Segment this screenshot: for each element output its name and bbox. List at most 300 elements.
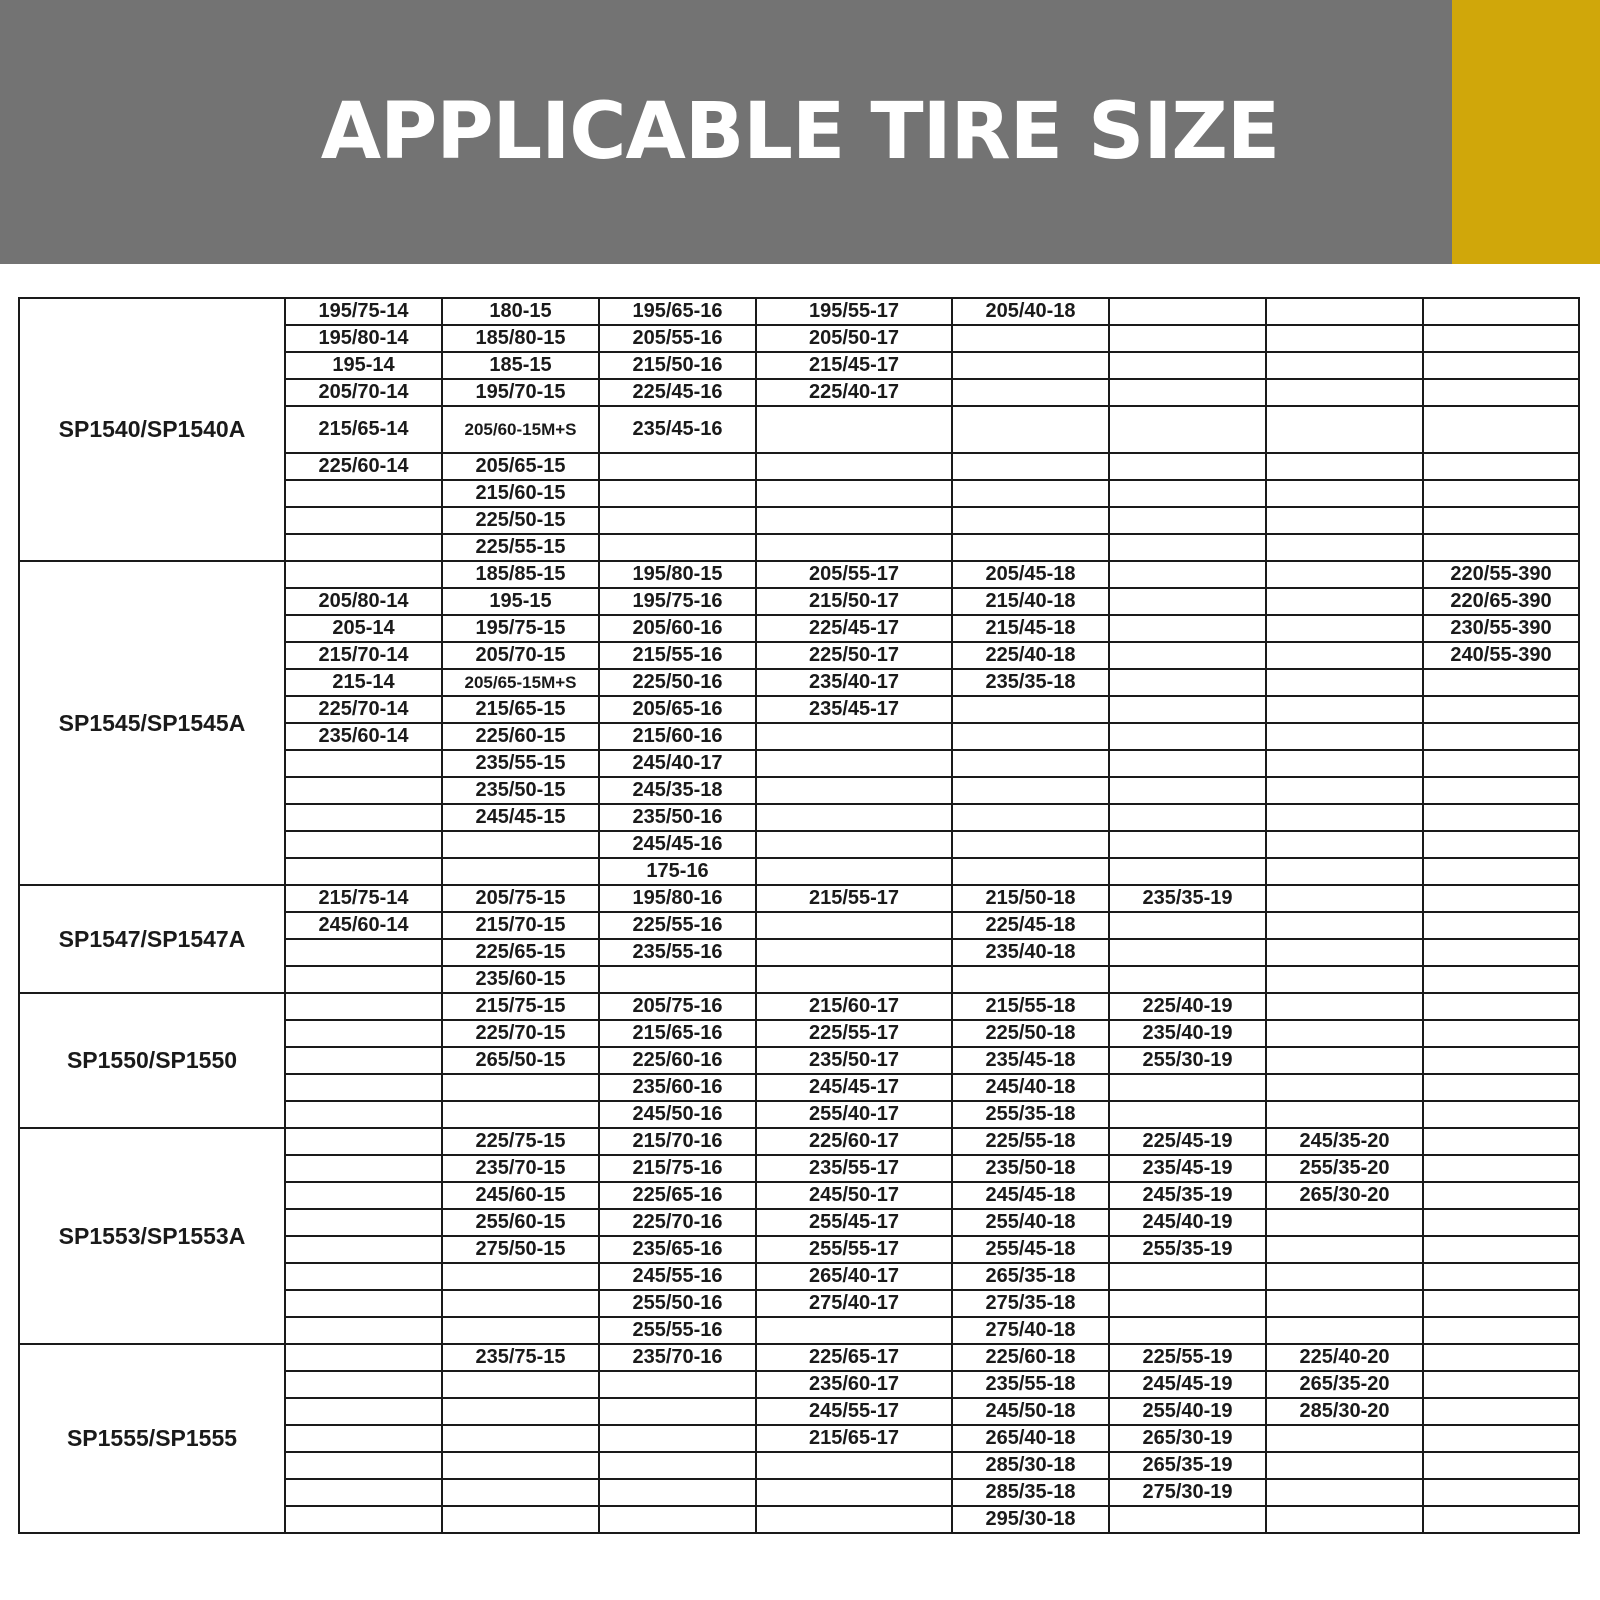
tire-size-cell bbox=[1423, 507, 1579, 534]
tire-size-cell: 215/75-16 bbox=[599, 1155, 756, 1182]
tire-size-cell bbox=[285, 1182, 442, 1209]
tire-size-cell: 220/65-390 bbox=[1423, 588, 1579, 615]
tire-size-cell: 235/60-17 bbox=[756, 1371, 952, 1398]
tire-size-cell: 255/35-19 bbox=[1109, 1236, 1266, 1263]
tire-size-cell: 275/30-19 bbox=[1109, 1479, 1266, 1506]
tire-size-cell bbox=[1266, 1047, 1423, 1074]
tire-size-cell bbox=[1266, 993, 1423, 1020]
tire-size-cell: 225/70-15 bbox=[442, 1020, 599, 1047]
tire-size-cell: 235/50-15 bbox=[442, 777, 599, 804]
tire-size-cell bbox=[1109, 379, 1266, 406]
tire-size-cell: 245/45-19 bbox=[1109, 1371, 1266, 1398]
table-row bbox=[19, 885, 1579, 912]
tire-size-cell: 205/50-17 bbox=[756, 325, 952, 352]
tire-size-cell bbox=[1423, 669, 1579, 696]
tire-size-cell bbox=[1109, 406, 1266, 453]
tire-size-cell bbox=[952, 379, 1109, 406]
tire-size-cell: 225/55-16 bbox=[599, 912, 756, 939]
tire-size-cell bbox=[1266, 966, 1423, 993]
tire-size-cell bbox=[285, 1344, 442, 1371]
tire-size-cell bbox=[285, 1155, 442, 1182]
tire-size-cell bbox=[285, 1020, 442, 1047]
tire-size-cell: 265/35-18 bbox=[952, 1263, 1109, 1290]
tire-size-cell bbox=[599, 534, 756, 561]
tire-size-cell: 195/70-15 bbox=[442, 379, 599, 406]
tire-size-cell: 235/65-16 bbox=[599, 1236, 756, 1263]
tire-size-cell: 245/50-18 bbox=[952, 1398, 1109, 1425]
tire-size-cell: 265/30-19 bbox=[1109, 1425, 1266, 1452]
tire-size-cell: 225/65-16 bbox=[599, 1182, 756, 1209]
tire-size-cell bbox=[1423, 1425, 1579, 1452]
tire-size-cell bbox=[756, 912, 952, 939]
tire-size-cell: 225/70-14 bbox=[285, 696, 442, 723]
tire-size-cell: 245/35-18 bbox=[599, 777, 756, 804]
tire-size-cell bbox=[1423, 1506, 1579, 1533]
tire-size-cell bbox=[285, 966, 442, 993]
tire-size-cell bbox=[1423, 966, 1579, 993]
tire-size-cell bbox=[1109, 912, 1266, 939]
tire-size-cell: 255/55-16 bbox=[599, 1317, 756, 1344]
tire-size-cell bbox=[285, 1263, 442, 1290]
tire-size-cell: 215/65-15 bbox=[442, 696, 599, 723]
tire-size-cell bbox=[442, 1506, 599, 1533]
tire-size-cell bbox=[1266, 1425, 1423, 1452]
tire-size-cell bbox=[1109, 1290, 1266, 1317]
tire-size-cell bbox=[442, 831, 599, 858]
table-row bbox=[19, 1128, 1579, 1155]
tire-size-cell: 245/45-16 bbox=[599, 831, 756, 858]
tire-size-table-container bbox=[18, 297, 1578, 1534]
tire-size-cell: 215/55-16 bbox=[599, 642, 756, 669]
tire-size-cell bbox=[1109, 480, 1266, 507]
tire-size-cell: 205/65-15 bbox=[442, 453, 599, 480]
tire-size-cell bbox=[1266, 1101, 1423, 1128]
tire-size-cell: 265/50-15 bbox=[442, 1047, 599, 1074]
tire-size-cell: 255/35-20 bbox=[1266, 1155, 1423, 1182]
tire-size-cell bbox=[285, 1290, 442, 1317]
tire-size-cell: 225/45-17 bbox=[756, 615, 952, 642]
tire-size-cell: 195-14 bbox=[285, 352, 442, 379]
tire-size-cell bbox=[1109, 669, 1266, 696]
tire-size-cell bbox=[285, 993, 442, 1020]
tire-size-cell bbox=[1423, 1344, 1579, 1371]
tire-size-cell bbox=[1109, 615, 1266, 642]
tire-size-cell: 215/60-17 bbox=[756, 993, 952, 1020]
tire-size-cell bbox=[285, 561, 442, 588]
tire-size-cell: 225/50-16 bbox=[599, 669, 756, 696]
tire-size-cell: 215/50-18 bbox=[952, 885, 1109, 912]
table-row bbox=[19, 1344, 1579, 1371]
tire-size-cell bbox=[285, 534, 442, 561]
tire-size-cell bbox=[952, 507, 1109, 534]
tire-size-cell bbox=[952, 804, 1109, 831]
page-title: APPLICABLE TIRE SIZE bbox=[320, 87, 1280, 177]
tire-size-cell bbox=[1109, 1101, 1266, 1128]
tire-size-cell: 255/40-18 bbox=[952, 1209, 1109, 1236]
tire-size-cell: 255/55-17 bbox=[756, 1236, 952, 1263]
tire-size-cell: 235/50-16 bbox=[599, 804, 756, 831]
tire-size-cell: 195-15 bbox=[442, 588, 599, 615]
tire-size-cell: 225/55-17 bbox=[756, 1020, 952, 1047]
tire-size-cell bbox=[442, 1452, 599, 1479]
tire-size-cell bbox=[1423, 1236, 1579, 1263]
tire-size-cell: 235/70-15 bbox=[442, 1155, 599, 1182]
model-cell: SP1545/SP1545A bbox=[19, 561, 285, 885]
tire-size-cell: 235/45-17 bbox=[756, 696, 952, 723]
tire-size-cell bbox=[1423, 750, 1579, 777]
tire-size-cell bbox=[1266, 912, 1423, 939]
tire-size-cell: 215/60-16 bbox=[599, 723, 756, 750]
header-banner bbox=[0, 0, 1600, 264]
tire-size-cell: 275/40-17 bbox=[756, 1290, 952, 1317]
tire-size-cell bbox=[1266, 1290, 1423, 1317]
tire-size-cell: 235/60-14 bbox=[285, 723, 442, 750]
tire-size-cell: 245/35-20 bbox=[1266, 1128, 1423, 1155]
tire-size-cell bbox=[599, 1452, 756, 1479]
tire-size-cell bbox=[1109, 831, 1266, 858]
tire-size-cell bbox=[442, 1371, 599, 1398]
tire-size-cell: 225/45-19 bbox=[1109, 1128, 1266, 1155]
tire-size-cell: 215/45-17 bbox=[756, 352, 952, 379]
tire-size-cell: 185/85-15 bbox=[442, 561, 599, 588]
tire-size-cell bbox=[1423, 831, 1579, 858]
tire-size-cell bbox=[285, 1425, 442, 1452]
tire-size-cell: 225/60-16 bbox=[599, 1047, 756, 1074]
tire-size-cell: 205/70-14 bbox=[285, 379, 442, 406]
tire-size-cell: 215/70-14 bbox=[285, 642, 442, 669]
tire-size-cell: 275/40-18 bbox=[952, 1317, 1109, 1344]
tire-size-cell bbox=[1266, 1236, 1423, 1263]
tire-size-cell bbox=[952, 325, 1109, 352]
tire-size-cell bbox=[285, 939, 442, 966]
tire-size-cell: 205/75-15 bbox=[442, 885, 599, 912]
tire-size-cell bbox=[285, 1317, 442, 1344]
tire-size-cell: 215/75-15 bbox=[442, 993, 599, 1020]
tire-size-cell: 195/75-15 bbox=[442, 615, 599, 642]
tire-size-cell bbox=[1423, 858, 1579, 885]
tire-size-cell bbox=[285, 804, 442, 831]
tire-size-cell: 235/55-15 bbox=[442, 750, 599, 777]
tire-size-cell bbox=[1109, 939, 1266, 966]
tire-size-cell bbox=[1423, 379, 1579, 406]
tire-size-cell: 175-16 bbox=[599, 858, 756, 885]
tire-size-cell bbox=[1423, 912, 1579, 939]
tire-size-cell: 245/40-19 bbox=[1109, 1209, 1266, 1236]
tire-size-cell bbox=[1109, 588, 1266, 615]
tire-size-cell bbox=[952, 406, 1109, 453]
tire-size-cell bbox=[442, 1290, 599, 1317]
tire-size-cell bbox=[1423, 939, 1579, 966]
tire-size-cell bbox=[285, 1128, 442, 1155]
tire-size-cell bbox=[756, 966, 952, 993]
tire-size-cell bbox=[1109, 966, 1266, 993]
tire-size-cell bbox=[952, 858, 1109, 885]
model-cell: SP1555/SP1555 bbox=[19, 1344, 285, 1533]
tire-size-cell: 205/65-15M+S bbox=[442, 669, 599, 696]
tire-size-cell: 230/55-390 bbox=[1423, 615, 1579, 642]
tire-size-cell bbox=[1423, 406, 1579, 453]
tire-size-cell bbox=[442, 858, 599, 885]
tire-size-cell: 255/35-18 bbox=[952, 1101, 1109, 1128]
tire-size-cell bbox=[1266, 480, 1423, 507]
tire-size-cell: 235/40-17 bbox=[756, 669, 952, 696]
tire-size-cell: 255/40-17 bbox=[756, 1101, 952, 1128]
tire-size-cell bbox=[1423, 1452, 1579, 1479]
tire-size-cell bbox=[756, 480, 952, 507]
tire-size-cell: 225/45-18 bbox=[952, 912, 1109, 939]
tire-size-cell bbox=[599, 1371, 756, 1398]
tire-size-cell bbox=[1109, 1074, 1266, 1101]
tire-size-cell: 225/55-15 bbox=[442, 534, 599, 561]
tire-size-cell: 295/30-18 bbox=[952, 1506, 1109, 1533]
tire-size-cell: 285/30-20 bbox=[1266, 1398, 1423, 1425]
tire-size-cell: 245/45-15 bbox=[442, 804, 599, 831]
tire-size-cell: 225/60-15 bbox=[442, 723, 599, 750]
tire-size-cell bbox=[1423, 1398, 1579, 1425]
tire-size-cell bbox=[285, 831, 442, 858]
tire-size-cell bbox=[756, 453, 952, 480]
tire-size-cell bbox=[1266, 777, 1423, 804]
tire-size-cell bbox=[599, 453, 756, 480]
tire-size-cell bbox=[1423, 696, 1579, 723]
tire-size-cell bbox=[1423, 1128, 1579, 1155]
tire-size-cell: 245/55-16 bbox=[599, 1263, 756, 1290]
tire-size-cell bbox=[756, 777, 952, 804]
tire-size-cell: 195/65-16 bbox=[599, 298, 756, 325]
tire-size-cell: 225/40-18 bbox=[952, 642, 1109, 669]
tire-size-cell: 215/75-14 bbox=[285, 885, 442, 912]
tire-size-cell: 215/65-17 bbox=[756, 1425, 952, 1452]
tire-size-cell: 235/45-19 bbox=[1109, 1155, 1266, 1182]
tire-size-cell bbox=[442, 1317, 599, 1344]
tire-size-cell bbox=[952, 831, 1109, 858]
tire-size-cell: 245/35-19 bbox=[1109, 1182, 1266, 1209]
tire-size-cell: 225/45-16 bbox=[599, 379, 756, 406]
tire-size-cell: 235/55-16 bbox=[599, 939, 756, 966]
model-cell: SP1550/SP1550 bbox=[19, 993, 285, 1128]
tire-size-cell bbox=[1109, 534, 1266, 561]
tire-size-cell: 255/30-19 bbox=[1109, 1047, 1266, 1074]
tire-size-cell bbox=[952, 723, 1109, 750]
tire-size-cell: 245/40-18 bbox=[952, 1074, 1109, 1101]
tire-size-cell bbox=[1266, 1020, 1423, 1047]
tire-size-cell: 225/65-17 bbox=[756, 1344, 952, 1371]
tire-size-cell: 235/60-16 bbox=[599, 1074, 756, 1101]
tire-size-cell: 235/75-15 bbox=[442, 1344, 599, 1371]
tire-size-cell: 215/65-16 bbox=[599, 1020, 756, 1047]
tire-size-cell bbox=[756, 804, 952, 831]
tire-size-cell bbox=[1423, 993, 1579, 1020]
tire-size-cell: 225/75-15 bbox=[442, 1128, 599, 1155]
tire-size-cell: 205/55-16 bbox=[599, 325, 756, 352]
tire-size-cell bbox=[599, 1479, 756, 1506]
tire-size-cell: 180-15 bbox=[442, 298, 599, 325]
tire-size-cell bbox=[1423, 352, 1579, 379]
tire-size-cell: 235/55-18 bbox=[952, 1371, 1109, 1398]
tire-size-cell: 255/45-17 bbox=[756, 1209, 952, 1236]
tire-size-cell: 225/55-19 bbox=[1109, 1344, 1266, 1371]
tire-size-cell bbox=[1266, 642, 1423, 669]
tire-size-cell bbox=[1109, 325, 1266, 352]
tire-size-cell: 195/75-14 bbox=[285, 298, 442, 325]
tire-size-cell bbox=[1109, 352, 1266, 379]
tire-size-cell bbox=[1423, 1290, 1579, 1317]
tire-size-cell bbox=[285, 507, 442, 534]
tire-size-cell bbox=[952, 453, 1109, 480]
tire-size-cell: 235/45-16 bbox=[599, 406, 756, 453]
tire-size-cell: 235/50-18 bbox=[952, 1155, 1109, 1182]
tire-size-cell: 285/35-18 bbox=[952, 1479, 1109, 1506]
tire-size-cell bbox=[1423, 1209, 1579, 1236]
tire-size-cell bbox=[1423, 1263, 1579, 1290]
tire-size-cell bbox=[756, 723, 952, 750]
tire-size-cell bbox=[1423, 1317, 1579, 1344]
tire-size-cell bbox=[756, 534, 952, 561]
tire-size-cell bbox=[1266, 352, 1423, 379]
tire-size-cell: 215/65-14 bbox=[285, 406, 442, 453]
tire-size-cell: 235/35-18 bbox=[952, 669, 1109, 696]
tire-size-cell bbox=[285, 858, 442, 885]
tire-size-cell: 265/30-20 bbox=[1266, 1182, 1423, 1209]
tire-size-cell bbox=[1266, 939, 1423, 966]
tire-size-cell bbox=[756, 1506, 952, 1533]
tire-size-cell: 235/50-17 bbox=[756, 1047, 952, 1074]
tire-size-cell bbox=[1266, 669, 1423, 696]
tire-size-cell: 205/45-18 bbox=[952, 561, 1109, 588]
tire-size-cell: 235/60-15 bbox=[442, 966, 599, 993]
tire-size-cell bbox=[952, 750, 1109, 777]
tire-size-cell bbox=[1266, 1452, 1423, 1479]
tire-size-cell bbox=[1423, 1182, 1579, 1209]
tire-size-cell bbox=[1266, 696, 1423, 723]
tire-size-cell: 215/45-18 bbox=[952, 615, 1109, 642]
tire-size-cell bbox=[1109, 507, 1266, 534]
tire-size-cell bbox=[952, 966, 1109, 993]
tire-size-cell bbox=[285, 1506, 442, 1533]
tire-size-cell bbox=[1266, 615, 1423, 642]
tire-size-cell: 195/80-16 bbox=[599, 885, 756, 912]
tire-size-cell bbox=[756, 507, 952, 534]
tire-size-cell: 225/50-15 bbox=[442, 507, 599, 534]
tire-size-cell bbox=[756, 831, 952, 858]
tire-size-cell bbox=[756, 750, 952, 777]
tire-size-cell bbox=[1109, 642, 1266, 669]
tire-size-cell: 245/55-17 bbox=[756, 1398, 952, 1425]
tire-size-cell bbox=[952, 696, 1109, 723]
tire-size-cell bbox=[1266, 1317, 1423, 1344]
tire-size-cell bbox=[1266, 588, 1423, 615]
tire-size-cell bbox=[756, 1452, 952, 1479]
tire-size-cell bbox=[1266, 1209, 1423, 1236]
tire-size-cell: 205/80-14 bbox=[285, 588, 442, 615]
tire-size-cell: 205/75-16 bbox=[599, 993, 756, 1020]
tire-size-cell: 225/60-14 bbox=[285, 453, 442, 480]
tire-size-cell: 215/50-16 bbox=[599, 352, 756, 379]
tire-size-cell bbox=[1266, 298, 1423, 325]
tire-size-cell bbox=[599, 480, 756, 507]
tire-size-cell bbox=[599, 1425, 756, 1452]
tire-size-cell: 265/35-20 bbox=[1266, 1371, 1423, 1398]
tire-size-cell: 245/60-14 bbox=[285, 912, 442, 939]
tire-size-cell: 235/40-18 bbox=[952, 939, 1109, 966]
tire-size-cell bbox=[1423, 723, 1579, 750]
tire-size-cell: 195/55-17 bbox=[756, 298, 952, 325]
tire-size-cell: 225/55-18 bbox=[952, 1128, 1109, 1155]
tire-size-cell bbox=[442, 1263, 599, 1290]
tire-size-cell: 215/70-15 bbox=[442, 912, 599, 939]
tire-size-cell: 205-14 bbox=[285, 615, 442, 642]
tire-size-cell: 245/50-16 bbox=[599, 1101, 756, 1128]
tire-size-cell: 235/55-17 bbox=[756, 1155, 952, 1182]
tire-size-cell bbox=[285, 1398, 442, 1425]
tire-size-cell: 245/45-17 bbox=[756, 1074, 952, 1101]
tire-size-cell bbox=[1109, 1317, 1266, 1344]
tire-size-table bbox=[18, 297, 1580, 1534]
tire-size-cell bbox=[1423, 1479, 1579, 1506]
tire-size-cell: 205/60-15M+S bbox=[442, 406, 599, 453]
tire-size-cell bbox=[1423, 1047, 1579, 1074]
tire-size-cell bbox=[1423, 1020, 1579, 1047]
tire-size-cell bbox=[1423, 298, 1579, 325]
tire-size-cell bbox=[1266, 885, 1423, 912]
tire-size-cell: 225/40-17 bbox=[756, 379, 952, 406]
tire-size-cell bbox=[1266, 379, 1423, 406]
tire-size-cell: 215/50-17 bbox=[756, 588, 952, 615]
tire-size-cell: 205/70-15 bbox=[442, 642, 599, 669]
tire-size-cell: 265/40-17 bbox=[756, 1263, 952, 1290]
tire-size-cell bbox=[1109, 723, 1266, 750]
tire-size-cell bbox=[1109, 298, 1266, 325]
tire-size-cell: 215/70-16 bbox=[599, 1128, 756, 1155]
tire-size-cell: 220/55-390 bbox=[1423, 561, 1579, 588]
tire-size-cell: 205/60-16 bbox=[599, 615, 756, 642]
tire-size-cell bbox=[599, 966, 756, 993]
tire-size-cell bbox=[1266, 858, 1423, 885]
tire-size-cell bbox=[1423, 534, 1579, 561]
tire-size-cell bbox=[1423, 1101, 1579, 1128]
tire-size-cell: 195/75-16 bbox=[599, 588, 756, 615]
model-cell: SP1547/SP1547A bbox=[19, 885, 285, 993]
tire-size-cell bbox=[599, 1398, 756, 1425]
tire-size-cell: 265/40-18 bbox=[952, 1425, 1109, 1452]
tire-size-cell bbox=[442, 1479, 599, 1506]
tire-size-cell: 225/40-20 bbox=[1266, 1344, 1423, 1371]
tire-size-cell: 225/40-19 bbox=[1109, 993, 1266, 1020]
tire-size-cell bbox=[285, 777, 442, 804]
tire-size-cell: 265/35-19 bbox=[1109, 1452, 1266, 1479]
tire-size-cell bbox=[1109, 1263, 1266, 1290]
tire-size-cell bbox=[756, 939, 952, 966]
tire-size-cell bbox=[442, 1074, 599, 1101]
tire-size-cell: 205/40-18 bbox=[952, 298, 1109, 325]
tire-size-cell: 215/55-18 bbox=[952, 993, 1109, 1020]
tire-size-cell bbox=[1266, 1263, 1423, 1290]
tire-size-cell bbox=[1109, 777, 1266, 804]
tire-size-cell bbox=[1266, 561, 1423, 588]
tire-size-cell bbox=[952, 480, 1109, 507]
tire-size-cell: 225/70-16 bbox=[599, 1209, 756, 1236]
tire-size-cell bbox=[1423, 777, 1579, 804]
tire-size-cell bbox=[1423, 885, 1579, 912]
tire-size-cell bbox=[1266, 507, 1423, 534]
tire-size-cell bbox=[442, 1101, 599, 1128]
tire-size-cell bbox=[1266, 1074, 1423, 1101]
tire-size-cell bbox=[1423, 1371, 1579, 1398]
tire-size-cell bbox=[756, 406, 952, 453]
tire-size-cell bbox=[756, 858, 952, 885]
tire-size-cell: 285/30-18 bbox=[952, 1452, 1109, 1479]
tire-size-cell bbox=[1266, 723, 1423, 750]
